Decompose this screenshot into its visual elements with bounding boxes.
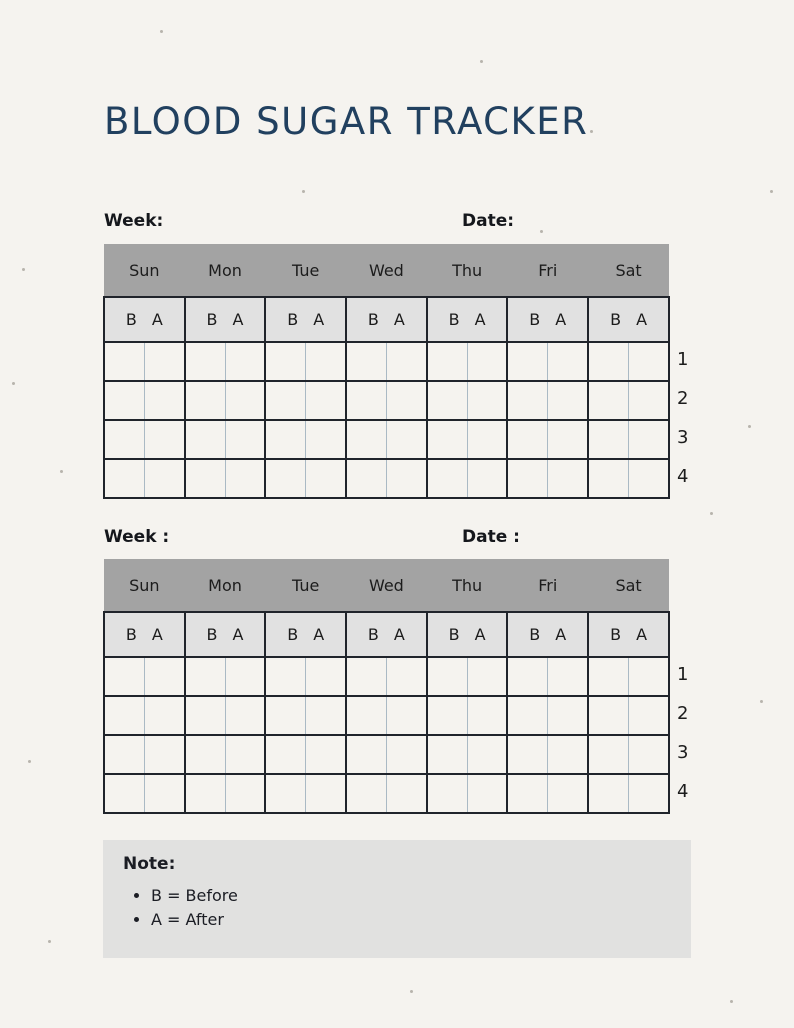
- tracker-table-week-1: [103, 244, 670, 499]
- reading-cell-after[interactable]: [225, 735, 265, 774]
- reading-cell-after[interactable]: [386, 774, 426, 813]
- speck: [22, 268, 25, 271]
- speck: [12, 382, 15, 385]
- reading-cell-after[interactable]: [306, 381, 346, 420]
- week-label: Week:: [104, 211, 164, 231]
- reading-cell-after[interactable]: [386, 696, 426, 735]
- reading-cell-after[interactable]: [628, 381, 669, 420]
- day-header-row: [104, 559, 669, 612]
- before-after-header: [265, 297, 346, 342]
- row-number: 1: [677, 664, 689, 685]
- reading-cell-before[interactable]: [507, 342, 547, 381]
- day-header: Fri: [507, 244, 588, 297]
- before-after-header: [427, 612, 508, 657]
- reading-row: [104, 774, 669, 813]
- before-after-header: [346, 297, 427, 342]
- reading-cell-before[interactable]: [507, 459, 547, 498]
- before-after-header: [346, 612, 427, 657]
- reading-cell-after[interactable]: [225, 696, 265, 735]
- after-label: A: [555, 625, 567, 644]
- before-after-header: [427, 297, 508, 342]
- speck: [48, 940, 51, 943]
- day-header: Tue: [265, 559, 346, 612]
- note-title: Note:: [123, 854, 176, 874]
- day-header: Mon: [185, 244, 266, 297]
- reading-cell-before[interactable]: [185, 735, 225, 774]
- reading-cell-after[interactable]: [306, 696, 346, 735]
- reading-row: [104, 459, 669, 498]
- reading-cell-before[interactable]: [185, 696, 225, 735]
- before-after-header: [185, 612, 266, 657]
- reading-cell-after[interactable]: [144, 774, 184, 813]
- reading-cell-before[interactable]: [104, 774, 144, 813]
- reading-cell-after[interactable]: [467, 657, 507, 696]
- reading-cell-before[interactable]: [346, 381, 386, 420]
- reading-cell-before[interactable]: [185, 774, 225, 813]
- before-after-header: [507, 612, 588, 657]
- reading-cell-after[interactable]: [306, 657, 346, 696]
- reading-cell-after[interactable]: [548, 381, 588, 420]
- reading-cell-after[interactable]: [386, 381, 426, 420]
- reading-cell-before[interactable]: [507, 381, 547, 420]
- row-number: 4: [677, 466, 689, 487]
- reading-cell-after[interactable]: [467, 696, 507, 735]
- note-box: [103, 840, 691, 958]
- reading-cell-before[interactable]: [507, 774, 547, 813]
- reading-cell-after[interactable]: [628, 696, 669, 735]
- reading-cell-before[interactable]: [346, 735, 386, 774]
- before-after-header: [265, 612, 346, 657]
- row-number: 2: [677, 703, 689, 724]
- date-label: Date:: [462, 211, 515, 231]
- reading-cell-after[interactable]: [548, 420, 588, 459]
- reading-cell-before[interactable]: [588, 381, 628, 420]
- before-label: B: [125, 310, 137, 329]
- reading-cell-before[interactable]: [346, 657, 386, 696]
- after-label: A: [636, 625, 648, 644]
- row-number: 2: [677, 388, 689, 409]
- reading-row: [104, 420, 669, 459]
- reading-cell-after[interactable]: [225, 420, 265, 459]
- reading-cell-after[interactable]: [144, 657, 184, 696]
- reading-cell-after[interactable]: [467, 420, 507, 459]
- reading-cell-after[interactable]: [225, 657, 265, 696]
- reading-cell-after[interactable]: [548, 696, 588, 735]
- reading-cell-after[interactable]: [144, 459, 184, 498]
- before-after-header: [104, 297, 185, 342]
- speck: [760, 700, 763, 703]
- speck: [540, 230, 543, 233]
- reading-cell-before[interactable]: [346, 774, 386, 813]
- day-header: Wed: [346, 559, 427, 612]
- day-header: Sat: [588, 559, 669, 612]
- reading-cell-before[interactable]: [427, 342, 467, 381]
- after-label: A: [151, 625, 163, 644]
- reading-cell-before[interactable]: [265, 420, 305, 459]
- before-label: B: [448, 310, 460, 329]
- before-label: B: [529, 310, 541, 329]
- reading-cell-after[interactable]: [144, 342, 184, 381]
- reading-cell-after[interactable]: [628, 774, 669, 813]
- speck: [28, 760, 31, 763]
- after-label: A: [393, 625, 405, 644]
- reading-cell-after[interactable]: [225, 381, 265, 420]
- reading-cell-before[interactable]: [427, 696, 467, 735]
- reading-cell-before[interactable]: [507, 735, 547, 774]
- reading-cell-before[interactable]: [346, 342, 386, 381]
- reading-cell-before[interactable]: [185, 459, 225, 498]
- reading-cell-before[interactable]: [588, 774, 628, 813]
- day-header: Thu: [427, 244, 508, 297]
- reading-cell-after[interactable]: [628, 420, 669, 459]
- reading-cell-before[interactable]: [588, 735, 628, 774]
- reading-cell-after[interactable]: [386, 342, 426, 381]
- row-number: 1: [677, 349, 689, 370]
- after-label: A: [313, 625, 325, 644]
- reading-cell-after[interactable]: [548, 657, 588, 696]
- before-after-header: [185, 297, 266, 342]
- reading-cell-after[interactable]: [467, 774, 507, 813]
- reading-cell-after[interactable]: [628, 459, 669, 498]
- reading-cell-before[interactable]: [104, 459, 144, 498]
- reading-row: [104, 381, 669, 420]
- note-list: [131, 884, 238, 932]
- before-after-header: [104, 612, 185, 657]
- reading-cell-after[interactable]: [467, 381, 507, 420]
- reading-cell-after[interactable]: [467, 342, 507, 381]
- reading-cell-before[interactable]: [185, 342, 225, 381]
- reading-cell-after[interactable]: [225, 342, 265, 381]
- before-label: B: [367, 625, 379, 644]
- row-number: 3: [677, 742, 689, 763]
- after-label: A: [393, 310, 405, 329]
- reading-cell-after[interactable]: [144, 420, 184, 459]
- reading-cell-after[interactable]: [144, 735, 184, 774]
- row-number: 3: [677, 427, 689, 448]
- reading-cell-before[interactable]: [265, 657, 305, 696]
- speck: [410, 990, 413, 993]
- before-label: B: [367, 310, 379, 329]
- before-label: B: [610, 310, 622, 329]
- reading-cell-before[interactable]: [265, 381, 305, 420]
- note-item: • B = Before: [151, 884, 238, 908]
- reading-cell-before[interactable]: [346, 420, 386, 459]
- reading-cell-before[interactable]: [588, 657, 628, 696]
- reading-cell-before[interactable]: [427, 381, 467, 420]
- reading-cell-before[interactable]: [427, 774, 467, 813]
- reading-cell-before[interactable]: [104, 420, 144, 459]
- reading-cell-after[interactable]: [548, 735, 588, 774]
- speck: [160, 30, 163, 33]
- reading-cell-before[interactable]: [588, 696, 628, 735]
- reading-cell-before[interactable]: [588, 342, 628, 381]
- week-label: Week :: [104, 527, 170, 547]
- after-label: A: [232, 625, 244, 644]
- reading-cell-before[interactable]: [104, 381, 144, 420]
- day-header: Mon: [185, 559, 266, 612]
- reading-cell-before[interactable]: [588, 459, 628, 498]
- note-item: • A = After: [151, 908, 238, 932]
- reading-cell-before[interactable]: [104, 342, 144, 381]
- reading-cell-before[interactable]: [265, 459, 305, 498]
- reading-cell-after[interactable]: [386, 657, 426, 696]
- page-title: BLOOD SUGAR TRACKER: [104, 100, 589, 143]
- reading-cell-before[interactable]: [104, 696, 144, 735]
- reading-cell-before[interactable]: [427, 420, 467, 459]
- reading-cell-before[interactable]: [427, 735, 467, 774]
- reading-cell-before[interactable]: [346, 459, 386, 498]
- reading-row: [104, 657, 669, 696]
- reading-cell-after[interactable]: [386, 735, 426, 774]
- reading-cell-before[interactable]: [427, 657, 467, 696]
- reading-cell-after[interactable]: [144, 381, 184, 420]
- reading-cell-after[interactable]: [144, 696, 184, 735]
- reading-row: [104, 342, 669, 381]
- speck: [710, 512, 713, 515]
- reading-cell-before[interactable]: [427, 459, 467, 498]
- reading-cell-after[interactable]: [548, 459, 588, 498]
- speck: [730, 1000, 733, 1003]
- reading-cell-before[interactable]: [346, 696, 386, 735]
- reading-cell-after[interactable]: [306, 342, 346, 381]
- day-header: Tue: [265, 244, 346, 297]
- reading-cell-after[interactable]: [306, 774, 346, 813]
- reading-cell-after[interactable]: [306, 735, 346, 774]
- before-label: B: [529, 625, 541, 644]
- reading-cell-before[interactable]: [507, 657, 547, 696]
- day-header: Wed: [346, 244, 427, 297]
- date-label: Date :: [462, 527, 520, 547]
- speck: [748, 425, 751, 428]
- day-header: Sat: [588, 244, 669, 297]
- reading-cell-before[interactable]: [265, 342, 305, 381]
- after-label: A: [636, 310, 648, 329]
- reading-cell-before[interactable]: [104, 735, 144, 774]
- before-label: B: [287, 310, 299, 329]
- before-label: B: [206, 310, 218, 329]
- day-header: Thu: [427, 559, 508, 612]
- speck: [590, 130, 593, 133]
- reading-cell-before[interactable]: [185, 420, 225, 459]
- after-label: A: [232, 310, 244, 329]
- before-after-header: [588, 297, 669, 342]
- row-number: 4: [677, 781, 689, 802]
- before-after-row: [104, 612, 669, 657]
- day-header: Sun: [104, 244, 185, 297]
- day-header-row: [104, 244, 669, 297]
- reading-cell-after[interactable]: [386, 459, 426, 498]
- reading-cell-before[interactable]: [507, 420, 547, 459]
- reading-cell-before[interactable]: [507, 696, 547, 735]
- reading-cell-after[interactable]: [548, 342, 588, 381]
- reading-cell-after[interactable]: [467, 459, 507, 498]
- after-label: A: [313, 310, 325, 329]
- reading-cell-after[interactable]: [225, 774, 265, 813]
- after-label: A: [151, 310, 163, 329]
- before-label: B: [125, 625, 137, 644]
- after-label: A: [474, 310, 486, 329]
- reading-row: [104, 696, 669, 735]
- reading-cell-after[interactable]: [306, 420, 346, 459]
- reading-cell-after[interactable]: [628, 342, 669, 381]
- reading-cell-before[interactable]: [265, 774, 305, 813]
- before-label: B: [206, 625, 218, 644]
- tracker-table-week-2: [103, 559, 670, 814]
- reading-cell-after[interactable]: [467, 735, 507, 774]
- before-after-row: [104, 297, 669, 342]
- reading-cell-before[interactable]: [104, 657, 144, 696]
- reading-cell-before[interactable]: [185, 381, 225, 420]
- before-after-header: [507, 297, 588, 342]
- reading-cell-before[interactable]: [265, 735, 305, 774]
- before-label: B: [287, 625, 299, 644]
- speck: [770, 190, 773, 193]
- reading-cell-after[interactable]: [306, 459, 346, 498]
- day-header: Sun: [104, 559, 185, 612]
- reading-cell-after[interactable]: [628, 735, 669, 774]
- reading-cell-after[interactable]: [548, 774, 588, 813]
- speck: [60, 470, 63, 473]
- before-label: B: [610, 625, 622, 644]
- day-header: Fri: [507, 559, 588, 612]
- reading-cell-before[interactable]: [265, 696, 305, 735]
- reading-cell-before[interactable]: [588, 420, 628, 459]
- reading-cell-after[interactable]: [386, 420, 426, 459]
- after-label: A: [474, 625, 486, 644]
- before-after-header: [588, 612, 669, 657]
- reading-cell-before[interactable]: [185, 657, 225, 696]
- after-label: A: [555, 310, 567, 329]
- reading-cell-after[interactable]: [225, 459, 265, 498]
- reading-row: [104, 735, 669, 774]
- before-label: B: [448, 625, 460, 644]
- speck: [480, 60, 483, 63]
- speck: [302, 190, 305, 193]
- reading-cell-after[interactable]: [628, 657, 669, 696]
